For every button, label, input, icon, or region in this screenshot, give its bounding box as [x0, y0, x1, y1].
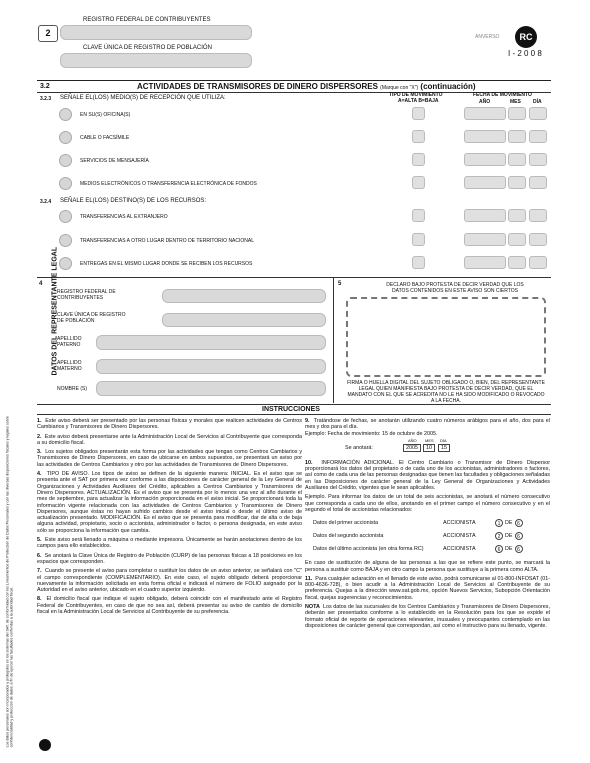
anio-box[interactable]: [464, 209, 506, 222]
section-4-num: 4: [39, 281, 43, 287]
col-mes: MES: [510, 99, 521, 105]
mes-box[interactable]: [508, 233, 526, 246]
rep-curp-label: CLAVE ÚNICA DE REGISTRO DE POBLACIÓN: [57, 312, 126, 324]
section-32-title-cont: (continuación): [420, 82, 476, 91]
dia-box[interactable]: [529, 153, 547, 166]
medio-checkbox[interactable]: [59, 154, 72, 167]
instr-10: 10. INFORMACIÓN ADICIONAL. El Centro Cambiario o Transmisor de Dinero Dispersor proporcionará los datos del propietario o de cada uno de los accionistas, administradores o factores, así como de cada una de las personas designadas que tienen las facultades y obligaciones señaladas en las Disposiciones de carácter general de la Ley General de Organizaciones y Actividades Auxiliares del Crédito, vigentes que le sean aplicables.: [305, 459, 551, 492]
dia-box[interactable]: [529, 233, 547, 246]
instr-10-example: Ejemplo. Para informar los datos de un total de seis accionistas, se anotará el número consecutivo que corresponda a cada uno de ellos, anotando en el primer campo el número consecutivo y en el segundo el total de accionistas relacionados:: [305, 494, 550, 513]
curp-header-label: CLAVE ÚNICA DE REGISTRO DE POBLACIÓN: [83, 45, 212, 51]
rfc-header-label: REGISTRO FEDERAL DE CONTRIBUYENTES: [83, 17, 211, 23]
anio-box[interactable]: [464, 153, 506, 166]
destino-label: TRANSFERENCIAS AL EXTRANJERO: [80, 214, 168, 220]
rep-curp-field[interactable]: [162, 313, 326, 327]
anio-box[interactable]: [464, 107, 506, 120]
privacy-side-note: Los datos personales son incorporados y protegidos en los sistemas del SAT, de conformidad con los Lineamientos de Protección de Datos Personales y con las diversas disposiciones fiscales y legales sobre confidencialidad y protección de datos, a fin de ejercer las facultades conferidas a la autoridad fiscal.: [5, 416, 14, 748]
section-4-side-title: DATOS DEL REPRESENTANTE LEGAL: [51, 246, 59, 376]
nombres-label: NOMBRE (S): [57, 386, 87, 392]
destino-label: TRANSFERENCIAS A OTRO LUGAR DENTRO DE TERRITORIO NACIONAL: [80, 238, 255, 244]
ap-paterno-label: APELLIDO PATERNO: [57, 336, 82, 348]
col-tipo-opts: A=ALTA B=BAJA: [398, 98, 439, 104]
sub-324-label: SEÑALE EL(LOS) DESTINO(S) DE LOS RECURSOS:: [60, 198, 207, 204]
tipo-mov-box[interactable]: [412, 153, 425, 166]
destino-label: ENTREGAS EN EL MISMO LUGAR DONDE SE RECIBEN LOS RECURSOS: [80, 261, 253, 267]
anio-box[interactable]: [464, 130, 506, 143]
destino-checkbox[interactable]: [59, 257, 72, 270]
anio-box[interactable]: [464, 233, 506, 246]
instr-item: 6. Se anotará la Clave Única de Registro de Población (CURP) de las personas físicas a 18 posiciones en los espacios que corresponden.: [37, 552, 302, 565]
accionistas-table: Datos del primer accionista ACCIONISTA 1 DE 6 Datos del segundo accionista ACCIONISTA 2 DE 6 Datos del último accionista (en otra forma RC) ACCIONISTA 6 DE 6: [313, 516, 550, 556]
rep-rfc-label: REGISTRO FEDERAL DE CONTRIBUYENTES: [57, 289, 116, 301]
medio-checkbox[interactable]: [59, 177, 72, 190]
registration-dot: [39, 739, 51, 751]
instr-10-sustitucion: En caso de sustitución de alguna de las personas a las que se refiere este punto, se marcará la persona a sustituir como BAJA y en otro campo la persona que sustituye a la primera como ALTA.: [305, 560, 550, 573]
mes-box[interactable]: [508, 130, 526, 143]
instr-item: 5. Este aviso será llenado a máquina o mediante impresora. Únicamente se harán anotaciones dentro de los campos para ello establecidos.: [37, 537, 302, 550]
mes-box[interactable]: [508, 256, 526, 269]
signature-box[interactable]: [346, 297, 546, 377]
dia-box[interactable]: [529, 107, 547, 120]
section-32-title-text: ACTIVIDADES DE TRANSMISORES DE DINERO DISPERSORES: [137, 82, 378, 91]
date-example: AÑO MES DÍA Se anotará: 2005 10 15: [305, 440, 550, 456]
instr-9: 9. Tratándose de fechas, se anotarán utilizando cuatro números arábigos para el año, dos para el mes y dos para el día. Ejemplo: Fecha de movimiento: 15 de octubre de 2005.: [305, 418, 550, 437]
instr-item: 7. Cuando se presente el aviso para completar o sustituir los datos de un aviso anterior, se señalará con "C" el campo correspondiente (COMPLEMENTARIO). En este caso, el sujeto obligado deberá proporcionar nuevamente la información solicitada en esta forma oficial e indicará el número de FOLIO asignado por la Autoridad en el aviso anterior, ubicado en el cuadro superior izquierdo.: [37, 568, 302, 594]
section-5-num: 5: [338, 281, 342, 287]
page-number-box: 2: [38, 25, 58, 42]
ap-materno-label: APELLIDO MATERNO: [57, 360, 82, 372]
sub-323-num: 3.2.3: [40, 96, 52, 102]
tipo-mov-box[interactable]: [412, 209, 425, 222]
rfc-header-field[interactable]: [60, 25, 252, 40]
col-dia: DÍA: [533, 99, 542, 105]
form-badge: RC: [515, 26, 537, 48]
medio-checkbox[interactable]: [59, 108, 72, 121]
tipo-mov-box[interactable]: [412, 107, 425, 120]
medio-label: MEDIOS ELECTRÓNICOS O TRANSFERENCIA ELECTRÓNICA DE FONDOS: [80, 181, 257, 187]
instructions-right: [305, 418, 550, 632]
sub-323-label: SEÑALE EL(LOS) MEDIO(S) DE RECEPCIÓN QUE UTILIZA:: [60, 95, 226, 101]
instr-item: 1. Este aviso deberá ser presentado por las personas físicas y morales que realicen actividades de Centros Cambiarios y Transmisores de Dinero Dispersores.: [37, 418, 302, 431]
instr-item: 8. El domicilio fiscal que indique el sujeto obligado, deberá coincidir con el manifestado ante el Registro Federal de Contribuyentes, en caso de que no sea así, deberá presentar su aviso de cambio de domicilio fiscal en la Administración Local de Servicios al Contribuyente de su preferencia.: [37, 596, 302, 616]
firma-text: FIRMA O HUELLA DIGITAL DEL SUJETO OBLIGADO O, BIEN, DEL REPRESENTANTE LEGAL QUIEN MANIFIESTA BAJO PROTESTA DE DECIR VERDAD, QUE EL MANDATO CON EL QUE SE ACREDITA NO LE HA SIDO MODIFICADO O REVOCADO A LA FECHA.: [347, 380, 545, 404]
instr-nota: NOTA Los datos de las sucursales de los Centros Cambiarios y Transmisores de Dinero Dispersores, deberán ser presentados conforme a lo establecido en la Resolución para los que se expide el formato oficial de reporte de operaciones relevantes, inusuales y preocupantes contemplado en las disposiciones de carácter general que correspondan, así como el instructivo para su llenado, vigente.: [305, 604, 550, 629]
instrucciones-title: INSTRUCCIONES: [262, 406, 320, 413]
destino-checkbox[interactable]: [59, 210, 72, 223]
ap-materno-field[interactable]: [96, 359, 326, 374]
medio-label: CABLE O FACSÍMILE: [80, 135, 130, 141]
instr-11: 11. Para cualquier aclaración en el llenado de este aviso, podrá comunicarse al 01-800-INFOSAT (01-800-4636-728), o bien acudir a la Administración Local de Servicios al Contribuyente de su preferencia. Quejas a la dirección www.sat.gob.mx, opción Nuevos Servicios, Subopción Orientación fiscal, quejas sugerencias y reconocimientos.: [305, 575, 551, 601]
destino-checkbox[interactable]: [59, 234, 72, 247]
dia-box[interactable]: [529, 130, 547, 143]
section-32-num: 3.2: [40, 83, 50, 90]
anio-box[interactable]: [464, 176, 506, 189]
sub-324-num: 3.2.4: [40, 199, 52, 205]
medio-label: SERVICIOS DE MENSAJERÍA: [80, 158, 149, 164]
tipo-mov-box[interactable]: [412, 233, 425, 246]
form-code: I - 2 0 0 8: [508, 49, 542, 58]
medio-label: EN SU(S) OFICINA(S): [80, 112, 131, 118]
tipo-mov-box[interactable]: [412, 130, 425, 143]
declaracion-text: DECLARO BAJO PROTESTA DE DECIR VERDAD QUE LOS DATOS CONTENIDOS EN ESTE AVISO SON CIERTOS: [386, 282, 524, 294]
instructions-left: [37, 418, 302, 618]
instr-item: 3. Los sujetos obligados presentarán esta forma por las actividades que tengan como Centros Cambiarios y Transmisores de Dinero Dispersores, en caso de ubicarse en ambos supuestos, se presentará un aviso por las actividades de Centros Cambiarios y otro por las actividades de Transmisores de Dinero Dispersores.: [37, 449, 303, 468]
curp-header-field[interactable]: [60, 53, 252, 68]
instr-item: 2. Este aviso deberá presentarse ante la Administración Local de Servicios al Contribuyente que corresponda a su domicilio fiscal.: [37, 433, 302, 446]
col-tipo-mov: TIPO DE MOVIMIENTO: [389, 92, 443, 98]
side-label: ANVERSO: [475, 34, 500, 40]
ap-paterno-field[interactable]: [96, 335, 326, 350]
dia-box[interactable]: [529, 176, 547, 189]
section-32-title-note: (Marque con "X"): [380, 85, 419, 91]
mes-box[interactable]: [508, 107, 526, 120]
nombres-field[interactable]: [96, 381, 326, 396]
col-fecha-mov: FECHA DE MOVIMIENTO: [473, 92, 532, 98]
instr-item: 4. TIPO DE AVISO. Los tipos de aviso se definen de la siguiente manera: INICIAL. Es el aviso que se presenta ante el SAT por primera vez conforme a las disposiciones de carácter general de la Ley General de Organizaciones y Actividades Auxiliares del Crédito, aplicables a Centros Cambiarios y Transmisores de Dinero Dispersores. ACTUALIZACIÓN. Es el aviso que se presenta por lo menos una vez al año durante el mes de septiembre, para actualizar la información proporcionada en el aviso inicial. Se proporcionará toda la información vigente relacionada con las actividades de Centros Cambiarios y Transmisores de Dinero Dispersores, aunque éstas no hayan sufrido cambios desde el aviso inicial o desde el último aviso de actualización presentado. MODIFICACIÓN. Es el aviso que se presenta para modificar, dar de alta o de baja alguna actividad, propietario, socio o accionista, administrador o factor, o persona designada, en este aviso sólo se proporciona la información que cambia.: [37, 471, 302, 534]
dia-box[interactable]: [529, 209, 547, 222]
col-anio: AÑO: [479, 99, 491, 105]
anio-box[interactable]: [464, 256, 506, 269]
mes-box[interactable]: [508, 209, 526, 222]
tipo-mov-box[interactable]: [412, 256, 425, 269]
mes-box[interactable]: [508, 153, 526, 166]
rep-rfc-field[interactable]: [162, 289, 326, 303]
tipo-mov-box[interactable]: [412, 176, 425, 189]
dia-box[interactable]: [529, 256, 547, 269]
mes-box[interactable]: [508, 176, 526, 189]
medio-checkbox[interactable]: [59, 131, 72, 144]
